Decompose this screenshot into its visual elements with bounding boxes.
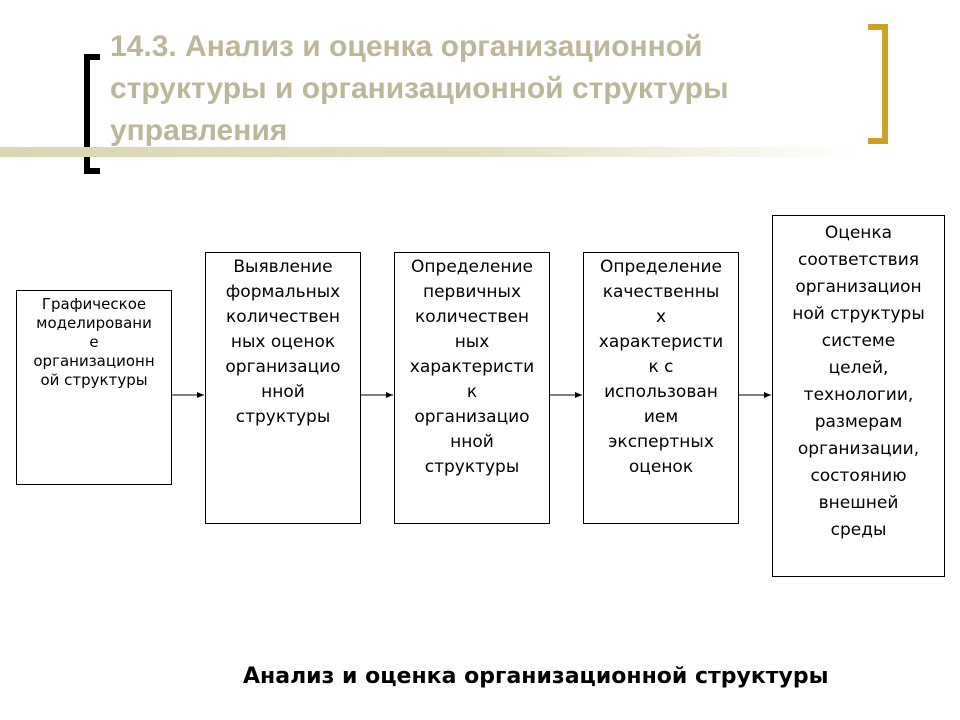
step-1-text: Графическое моделировани е организационн ой структуры <box>33 295 155 389</box>
step-3-text: Определение первичных количествен ных характеристи к организацио нной структуры <box>409 257 535 477</box>
step-box-formal-quantitative <box>205 252 361 524</box>
step-box-conformity-assessment <box>772 215 945 577</box>
step-5-text: Оценка соответствия организацион ной структуры системе целей, технологии, размерам организации, состоянию внешней среды <box>792 223 925 540</box>
step-4-text: Определение качественны х характеристи к с использован ием экспертных оценок <box>598 257 724 477</box>
slide-title: 14.3. Анализ и оценка организационной структуры и организационной структуры управления <box>110 30 729 147</box>
step-2-text: Выявление формальных количествен ных оценок организацио нной структуры <box>225 257 341 427</box>
slide-footer-caption: Анализ и оценка организационной структуры <box>243 664 829 689</box>
step-box-qualitative-expert <box>583 252 739 524</box>
slide-header <box>0 0 960 190</box>
right-bracket-decoration <box>868 24 888 144</box>
step-box-graphic-modeling <box>16 290 172 485</box>
step-box-primary-quantitative <box>394 252 550 524</box>
